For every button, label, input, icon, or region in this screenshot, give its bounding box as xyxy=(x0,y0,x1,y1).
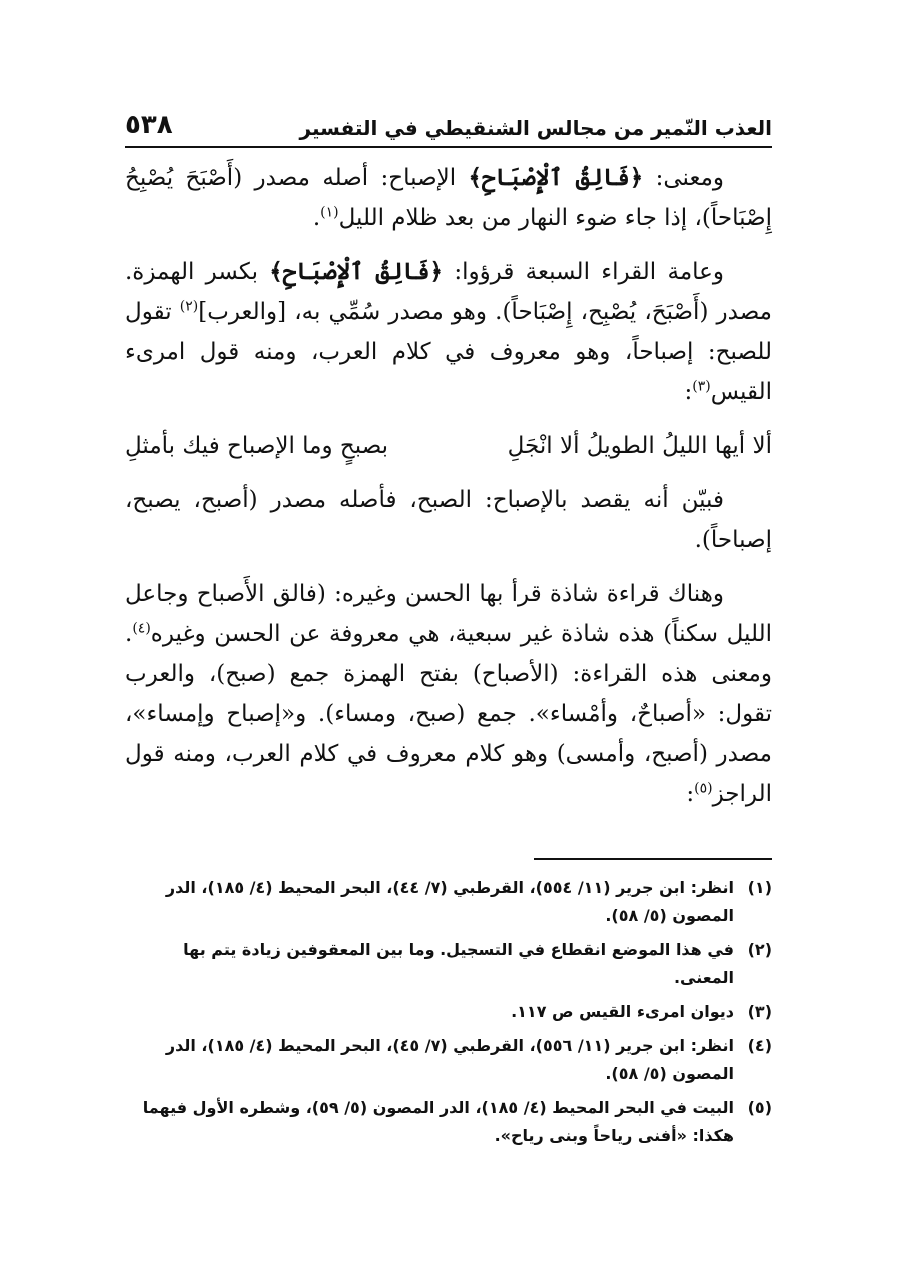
paragraph-4 xyxy=(125,574,772,814)
footnote-number: (٣) xyxy=(747,1002,772,1021)
footnote xyxy=(125,874,772,930)
footnote xyxy=(125,936,772,992)
footnote-ref-3[interactable]: (٣) xyxy=(692,378,711,395)
footnote xyxy=(125,1032,772,1088)
footnote-text: البيت في البحر المحيط (٤/ ١٨٥)، الدر المصون (٥/ ٥٩)، وشطره الأول فيهما هكذا: «أفنى رياحاً وبنى رياح». xyxy=(142,1098,734,1145)
text-run: وعامة القراء السبعة قرؤوا: xyxy=(443,259,724,285)
footnotes xyxy=(125,874,772,1156)
page-number: ٥٣٨ xyxy=(125,110,173,140)
footnote-text: انظر: ابن جرير (١١/ ٥٥٤)، القرطبي (٧/ ٤٤)، البحر المحيط (٤/ ١٨٥)، الدر المصون (٥/ ٥٨). xyxy=(165,878,734,925)
text-run: : xyxy=(684,379,693,405)
footnote-ref-1[interactable]: (١) xyxy=(320,204,339,221)
paragraph-3: فبيّن أنه يقصد بالإصباح: الصبح، فأصله مصدر (أصبح، يصبح، إصباحاً). xyxy=(125,487,772,553)
footnote-number: (٤) xyxy=(747,1036,772,1055)
verse-first-hemistich: ألا أيها الليلُ الطويلُ ألا انْجَلِ xyxy=(507,433,772,459)
text-run: الإصباح: أصله مصدر (أَصْبَحَ يُصْبِحُ إِصْبَاحاً)، إذا جاء ضوء النهار من بعد ظلام الليل xyxy=(125,165,772,231)
footnote-text: انظر: ابن جرير (١١/ ٥٥٦)، القرطبي (٧/ ٤٥)، البحر المحيط (٤/ ١٨٥)، الدر المصون (٥/ ٥٨). xyxy=(165,1036,734,1083)
text-run: بكسر الهمزة. مصدر (أَصْبَحَ، يُصْبِح، إِصْبَاحاً). وهو مصدر سُمِّي به، [والعرب] xyxy=(125,259,772,325)
text-run: . ومعنى هذه القراءة: (الأصباح) بفتح الهمزة جمع (صبح)، والعرب تقول: «أصباحٌ، وأمْساء». جمع (صبح، ومساء). و«إصباح وإمساء»، مصدر (أصبح، وأمسى) وهو كلام معروف في كلام العرب، ومنه قول الراجز xyxy=(125,621,772,807)
footnote-number: (٥) xyxy=(747,1098,772,1117)
text-run: . xyxy=(312,205,321,231)
main-text xyxy=(125,158,772,828)
text-run: ومعنى: xyxy=(643,165,725,191)
text-run: تقول للصبح: إصباحاً، وهو معروف في كلام العرب، ومنه قول امرىء القيس xyxy=(125,299,772,405)
poetry-verse xyxy=(125,426,772,466)
text-run: وهناك قراءة شاذة قرأ بها الحسن وغيره: (فالق الأَصباح وجاعل الليل سكناً) هذه شاذة غير سبعية، هي معروفة عن الحسن وغيره xyxy=(125,581,772,647)
footnote-ref-5[interactable]: (٥) xyxy=(694,780,713,797)
footnote xyxy=(125,1094,772,1150)
quran-quote: ﴿فَالِقُ ٱلْإِصْبَاحِ﴾ xyxy=(269,258,444,285)
footnote-text: في هذا الموضع انقطاع في التسجيل. وما بين المعقوفين زيادة يتم بها المعنى. xyxy=(183,940,734,987)
footnote-number: (١) xyxy=(747,878,772,897)
paragraph-2 xyxy=(125,252,772,412)
page-header xyxy=(125,104,772,148)
text-run: : xyxy=(686,781,695,807)
footnote xyxy=(125,998,772,1026)
running-title: العذب النّمير من مجالس الشنقيطي في التفسير xyxy=(299,116,772,140)
footnote-ref-4[interactable]: (٤) xyxy=(132,620,151,637)
footnote-number: (٢) xyxy=(747,940,772,959)
paragraph-1 xyxy=(125,158,772,238)
footnote-text: ديوان امرىء القيس ص ١١٧. xyxy=(511,1002,734,1021)
footnote-separator xyxy=(534,858,772,860)
verse-second-hemistich: بصبحٍ وما الإصباح فيك بأمثلِ xyxy=(125,433,389,459)
footnote-ref-2[interactable]: (٢) xyxy=(179,298,199,315)
quran-quote: ﴿فَالِقُ ٱلْإِصْبَاحِ﴾ xyxy=(468,164,644,191)
